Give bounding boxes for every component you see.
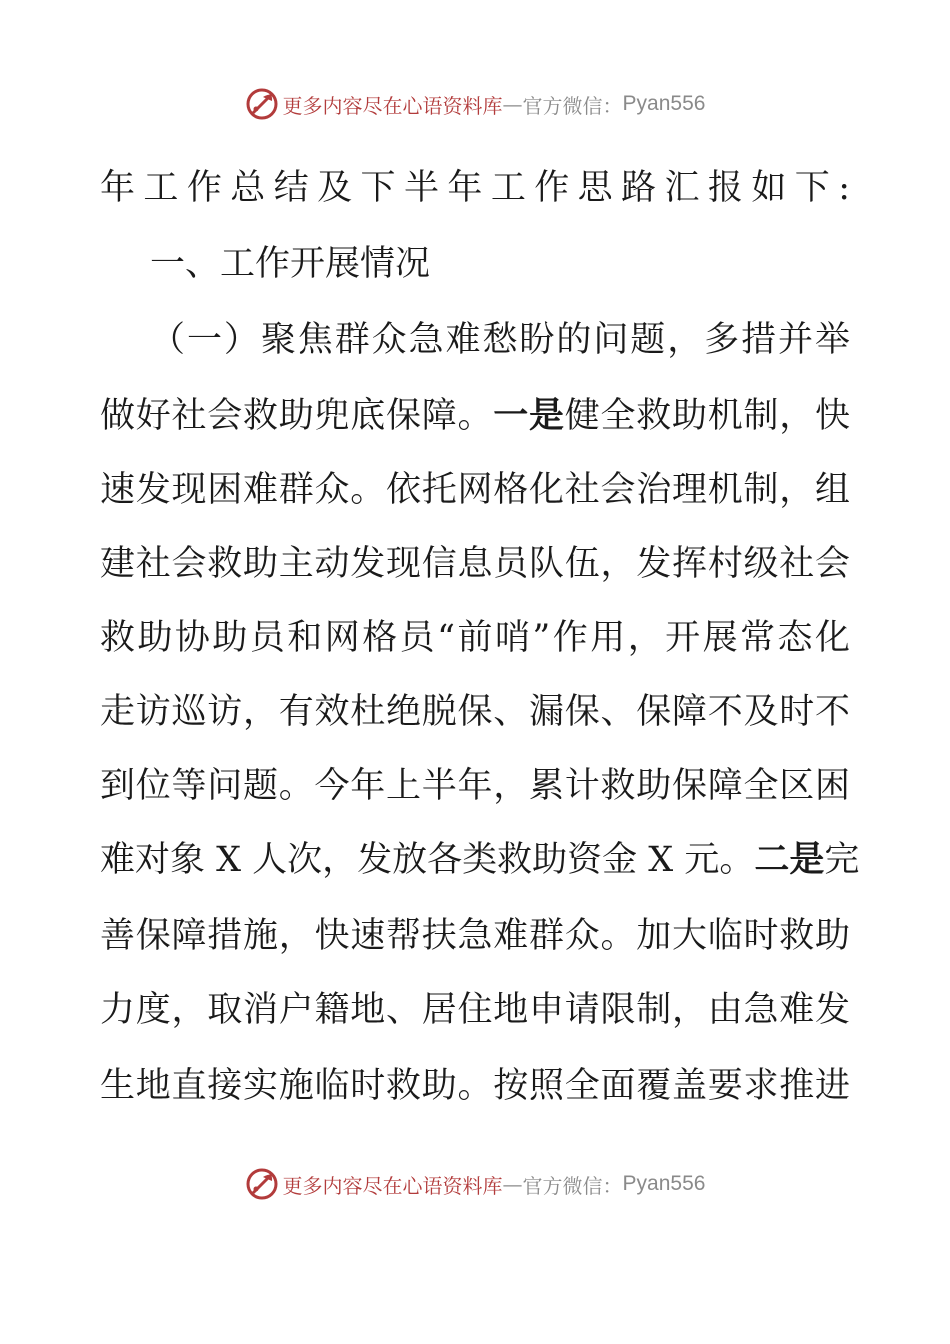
text-segment: 难对象 X 人次，发放各类救助资金 X 元。 [100, 840, 755, 880]
banner-main-text: 更多内容尽在心语资料库 [282, 1173, 503, 1198]
text-line: 年工作总结及下半年工作思路汇报如下: [100, 168, 850, 208]
banner-separator: — [502, 92, 523, 116]
text-segment: 完 [824, 840, 860, 880]
header-watermark-banner [0, 84, 950, 124]
text-line: 走访巡访，有效杜绝脱保、漏保、保障不及时不 [100, 692, 850, 732]
banner-label: 官方微信： [522, 1173, 623, 1198]
footer-watermark-banner [0, 1164, 950, 1204]
text-line: 速发现困难群众。依托网格化社会治理机制，组 [100, 470, 850, 510]
text-line: 善保障措施，快速帮扶急难群众。加大临时救助 [100, 916, 850, 956]
text-line: 建社会救助主动发现信息员队伍，发挥村级社会 [100, 544, 850, 584]
banner-separator: — [502, 1172, 523, 1196]
text-line [100, 834, 860, 886]
text-segment: 做好社会救助兜底保障。 [100, 396, 494, 436]
banner-label: 官方微信： [522, 93, 623, 118]
emphasis-text: 二是 [754, 840, 825, 880]
text-line: 救助协助员和网格员“前哨”作用，开展常态化 [100, 618, 850, 658]
section-heading: 一、工作开展情况 [150, 244, 431, 284]
text-line: 到位等问题。今年上半年，累计救助保障全区困 [100, 766, 850, 806]
text-segment: 健全救助机制，快 [564, 396, 850, 436]
text-line: 生地直接实施临时救助。按照全面覆盖要求推进 [100, 1066, 850, 1106]
quill-logo-icon [245, 87, 279, 121]
quill-logo-icon [245, 1167, 279, 1201]
subsection-heading: （一）聚焦群众急难愁盼的问题，多措并举 [150, 320, 850, 360]
banner-wechat-id: Pyan556 [622, 1172, 706, 1195]
emphasis-text: 一是 [493, 396, 565, 436]
banner-main-text: 更多内容尽在心语资料库 [282, 93, 503, 118]
banner-wechat-id: Pyan556 [622, 92, 706, 115]
text-line [100, 390, 850, 442]
text-line: 力度，取消户籍地、居住地申请限制，由急难发 [100, 990, 850, 1030]
